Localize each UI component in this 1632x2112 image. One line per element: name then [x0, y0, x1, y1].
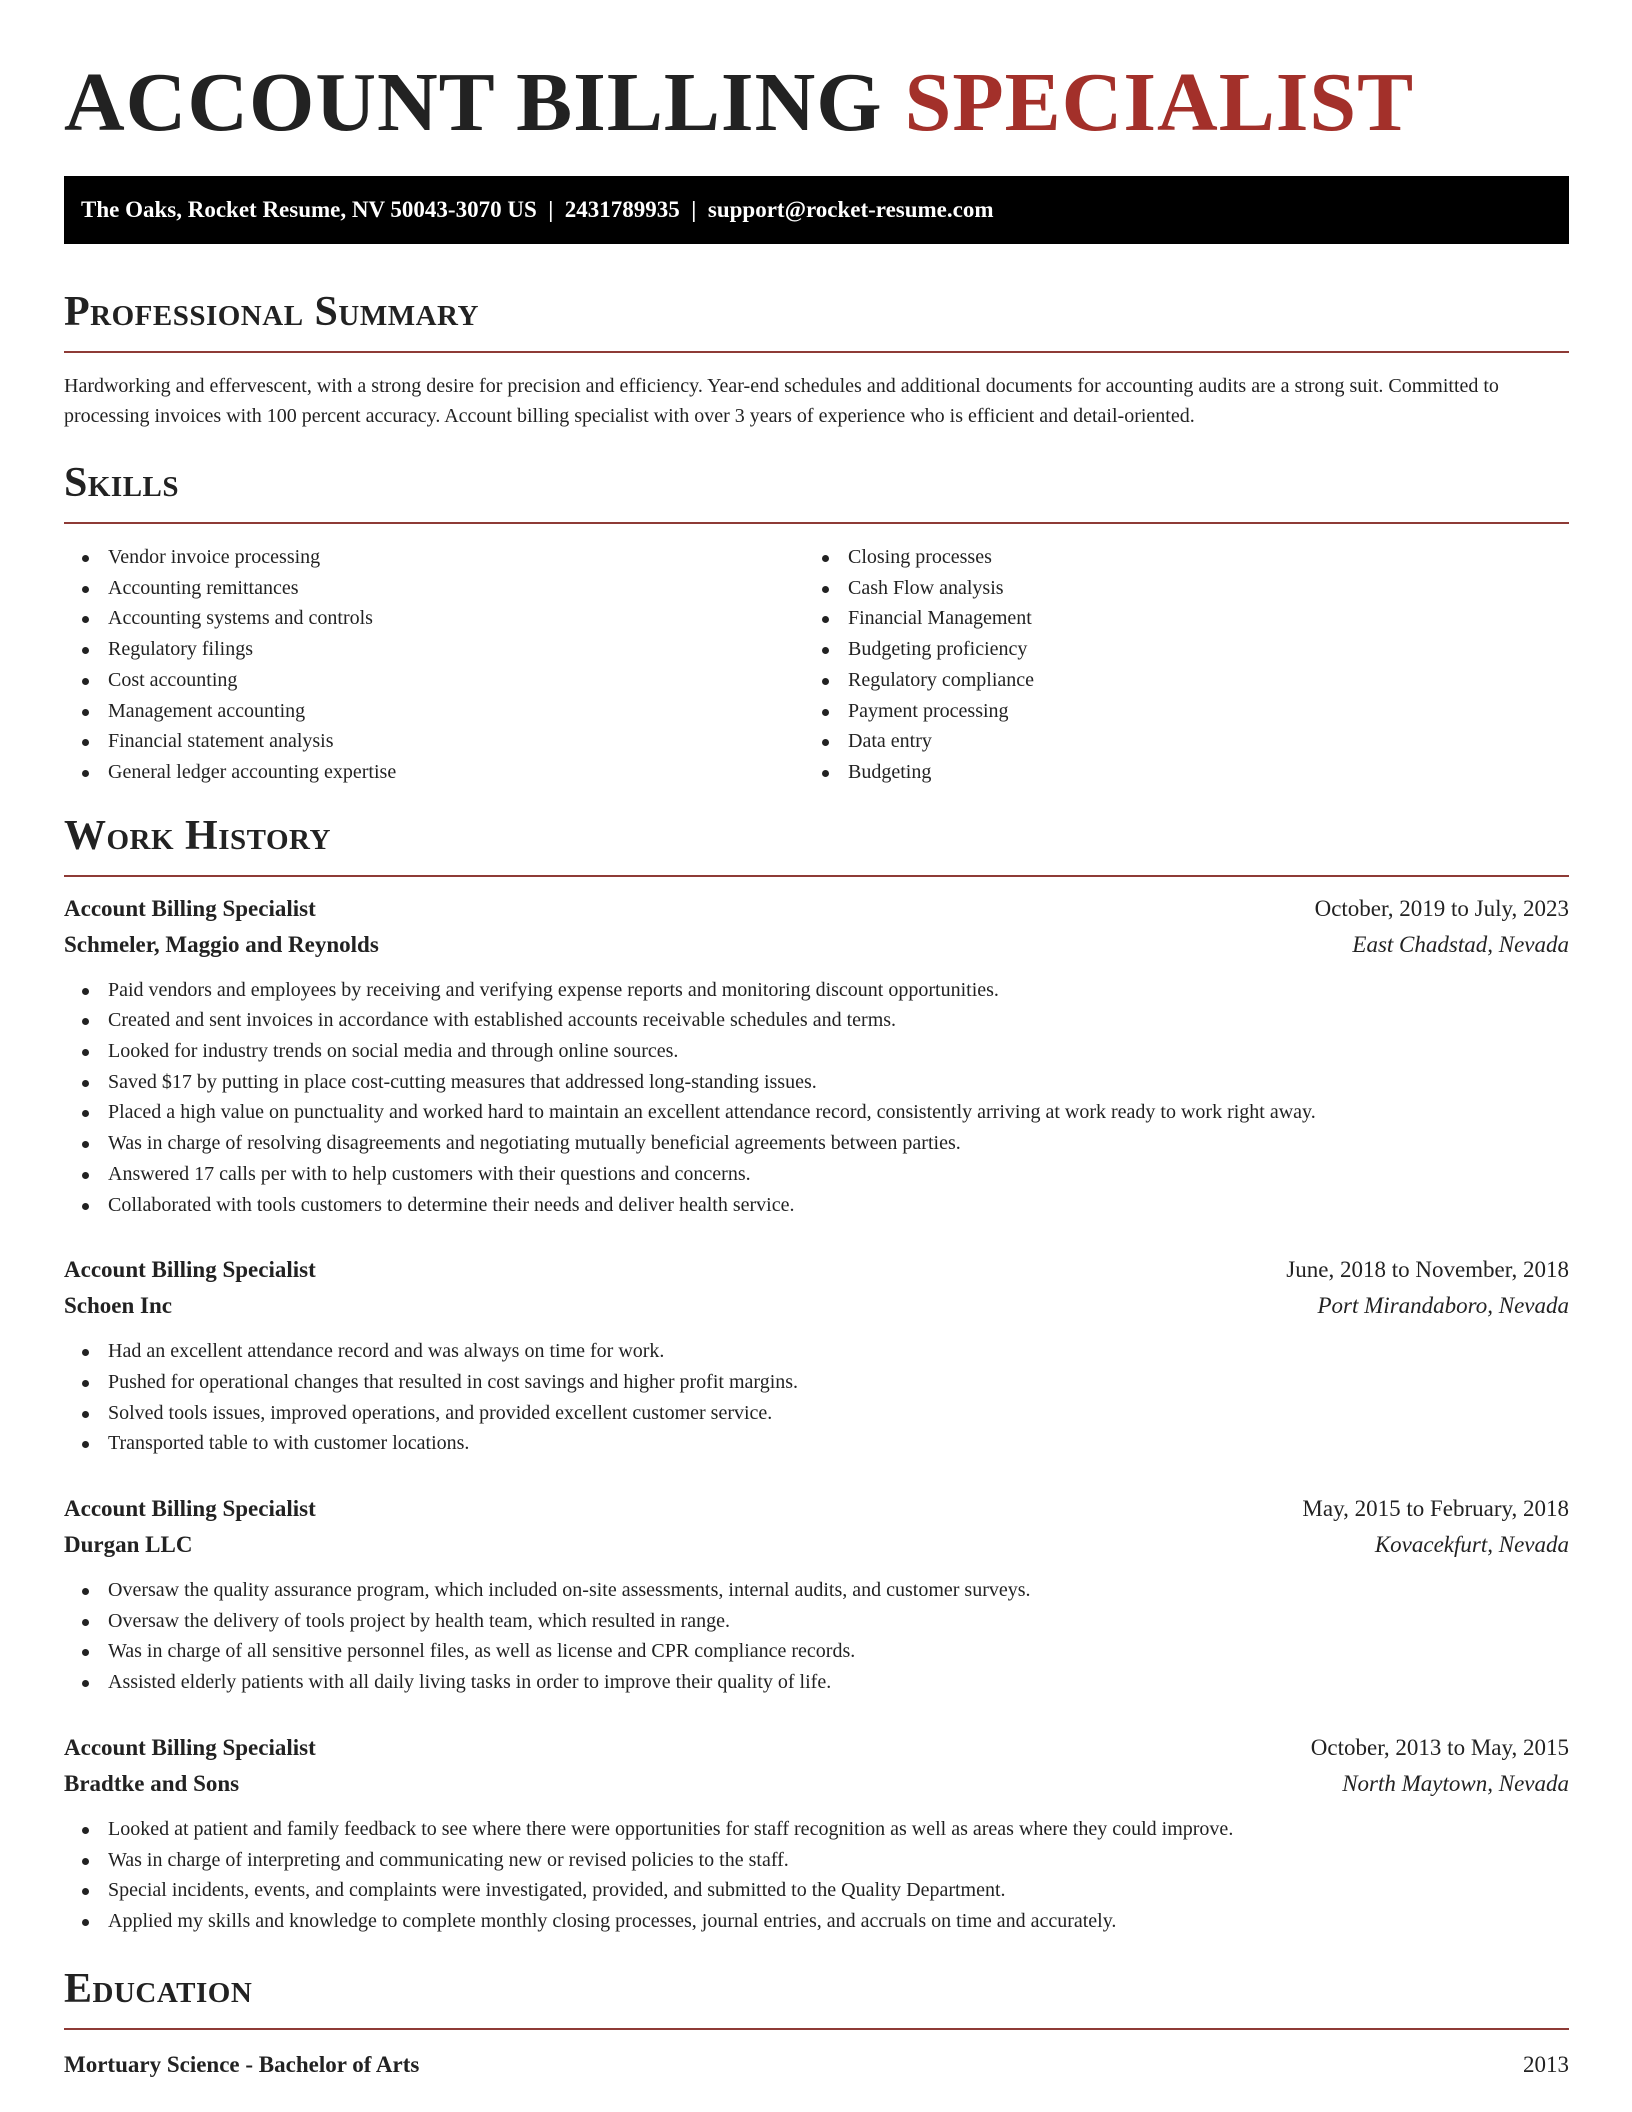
list-item: Accounting remittances: [64, 573, 804, 604]
company-name: Bradtke and Sons: [64, 1770, 240, 1796]
education-heading: Education: [64, 1965, 253, 2012]
work-history: [64, 891, 1569, 1937]
degree: Mortuary Science - Bachelor of Arts: [64, 2051, 420, 2077]
job-bullets: [64, 1336, 1569, 1459]
job-dates: October, 2013 to May, 2015: [1310, 1734, 1569, 1760]
job-header: [64, 1491, 1569, 1527]
job-location: Kovacekfurt, Nevada: [1374, 1532, 1569, 1558]
job-title: Account Billing Specialist: [64, 1734, 316, 1760]
job-subheader: [64, 1766, 1569, 1802]
work-divider: [64, 875, 1569, 877]
list-item: Looked for industry trends on social media and through online sources.: [64, 1036, 1569, 1067]
company-name: Durgan LLC: [64, 1532, 193, 1558]
job-title: Account Billing Specialist: [64, 895, 316, 921]
job-dates: June, 2018 to November, 2018: [1286, 1257, 1569, 1283]
list-item: Was in charge of resolving disagreements and negotiating mutually beneficial agreements between parties.: [64, 1128, 1569, 1159]
job-bullets: [64, 1814, 1569, 1937]
list-item: Budgeting proficiency: [804, 634, 1544, 665]
list-item: Data entry: [804, 726, 1544, 757]
job-entry: [64, 1491, 1569, 1698]
list-item: Saved $17 by putting in place cost-cutting measures that addressed long-standing issues.: [64, 1067, 1569, 1098]
list-item: Payment processing: [804, 696, 1544, 727]
list-item: Assisted elderly patients with all daily living tasks in order to improve their quality of life.: [64, 1667, 1569, 1698]
list-item: Regulatory filings: [64, 634, 804, 665]
list-item: General ledger accounting expertise: [64, 757, 804, 788]
skills-divider: [64, 522, 1569, 524]
job-subheader: [64, 1527, 1569, 1563]
job-header: [64, 891, 1569, 927]
title-accent: SPECIALIST: [904, 56, 1415, 149]
list-item: Solved tools issues, improved operations, and provided excellent customer service.: [64, 1398, 1569, 1429]
education-divider: [64, 2028, 1569, 2030]
job-entry: [64, 1252, 1569, 1459]
job-location: East Chadstad, Nevada: [1352, 931, 1569, 957]
list-item: Special incidents, events, and complaints were investigated, provided, and submitted to the Quality Department.: [64, 1875, 1569, 1906]
list-item: Was in charge of all sensitive personnel files, as well as license and CPR compliance records.: [64, 1636, 1569, 1667]
page-title: [64, 0, 1569, 148]
job-header: [64, 1730, 1569, 1766]
job-location: Port Mirandaboro, Nevada: [1317, 1293, 1569, 1319]
job-subheader: [64, 1288, 1569, 1324]
job-title: Account Billing Specialist: [64, 1496, 316, 1522]
list-item: Looked at patient and family feedback to see where there were opportunities for staff recognition as well as areas where they could improve.: [64, 1814, 1569, 1845]
list-item: Placed a high value on punctuality and worked hard to maintain an excellent attendance record, consistently arriving at work ready to work right away.: [64, 1097, 1569, 1128]
list-item: Budgeting: [804, 757, 1544, 788]
skills-heading: Skills: [64, 460, 180, 506]
education-entry: [64, 2047, 1569, 2083]
title-main: ACCOUNT BILLING: [64, 56, 905, 149]
summary-divider: [64, 351, 1569, 353]
list-item: Created and sent invoices in accordance with established accounts receivable schedules and terms.: [64, 1005, 1569, 1036]
job-dates: May, 2015 to February, 2018: [1302, 1496, 1569, 1522]
list-item: Oversaw the quality assurance program, which included on-site assessments, internal audits, and customer surveys.: [64, 1575, 1569, 1606]
work-heading: Work History: [64, 812, 331, 859]
list-item: Accounting systems and controls: [64, 603, 804, 634]
list-item: Cash Flow analysis: [804, 573, 1544, 604]
job-dates: October, 2019 to July, 2023: [1314, 895, 1569, 921]
list-item: Management accounting: [64, 696, 804, 727]
list-item: Oversaw the delivery of tools project by health team, which resulted in range.: [64, 1606, 1569, 1637]
list-item: Vendor invoice processing: [64, 542, 804, 573]
list-item: Financial Management: [804, 603, 1544, 634]
skills-column-left: [64, 542, 804, 788]
graduation-year: 2013: [1523, 2051, 1569, 2077]
summary-heading: Professional Summary: [64, 289, 479, 335]
summary-text: Hardworking and effervescent, with a strong desire for precision and efficiency. Year-end schedules and additional documents for accounting audits are a strong suit. Committed to processing invoices with 100 percent accuracy. Account billing specialist with over 3 years of experience who is efficient and detail-oriented.: [64, 375, 1499, 427]
company-name: Schoen Inc: [64, 1293, 172, 1319]
job-entry: [64, 1730, 1569, 1937]
list-item: Paid vendors and employees by receiving and verifying expense reports and monitoring discount opportunities.: [64, 975, 1569, 1006]
job-bullets: [64, 975, 1569, 1221]
list-item: Had an excellent attendance record and was always on time for work.: [64, 1336, 1569, 1367]
list-item: Closing processes: [804, 542, 1544, 573]
company-name: Schmeler, Maggio and Reynolds: [64, 931, 379, 957]
resume-page: [64, 0, 1569, 2083]
skills-column-right: [804, 542, 1544, 788]
job-entry: [64, 891, 1569, 1221]
list-item: Collaborated with tools customers to determine their needs and deliver health service.: [64, 1190, 1569, 1221]
list-item: Applied my skills and knowledge to complete monthly closing processes, journal entries, and accruals on time and accurately.: [64, 1906, 1569, 1937]
list-item: Transported table to with customer locations.: [64, 1428, 1569, 1459]
job-subheader: [64, 927, 1569, 963]
list-item: Cost accounting: [64, 665, 804, 696]
job-location: North Maytown, Nevada: [1342, 1770, 1569, 1796]
list-item: Pushed for operational changes that resulted in cost savings and higher profit margins.: [64, 1367, 1569, 1398]
job-title: Account Billing Specialist: [64, 1257, 316, 1283]
skills-list: [64, 542, 1569, 788]
list-item: Financial statement analysis: [64, 726, 804, 757]
list-item: Regulatory compliance: [804, 665, 1544, 696]
contact-bar: The Oaks, Rocket Resume, NV 50043-3070 US | 2431789935 | support@rocket-resume.com: [64, 176, 1569, 244]
job-bullets: [64, 1575, 1569, 1698]
list-item: Answered 17 calls per with to help customers with their questions and concerns.: [64, 1159, 1569, 1190]
job-header: [64, 1252, 1569, 1288]
list-item: Was in charge of interpreting and communicating new or revised policies to the staff.: [64, 1845, 1569, 1876]
